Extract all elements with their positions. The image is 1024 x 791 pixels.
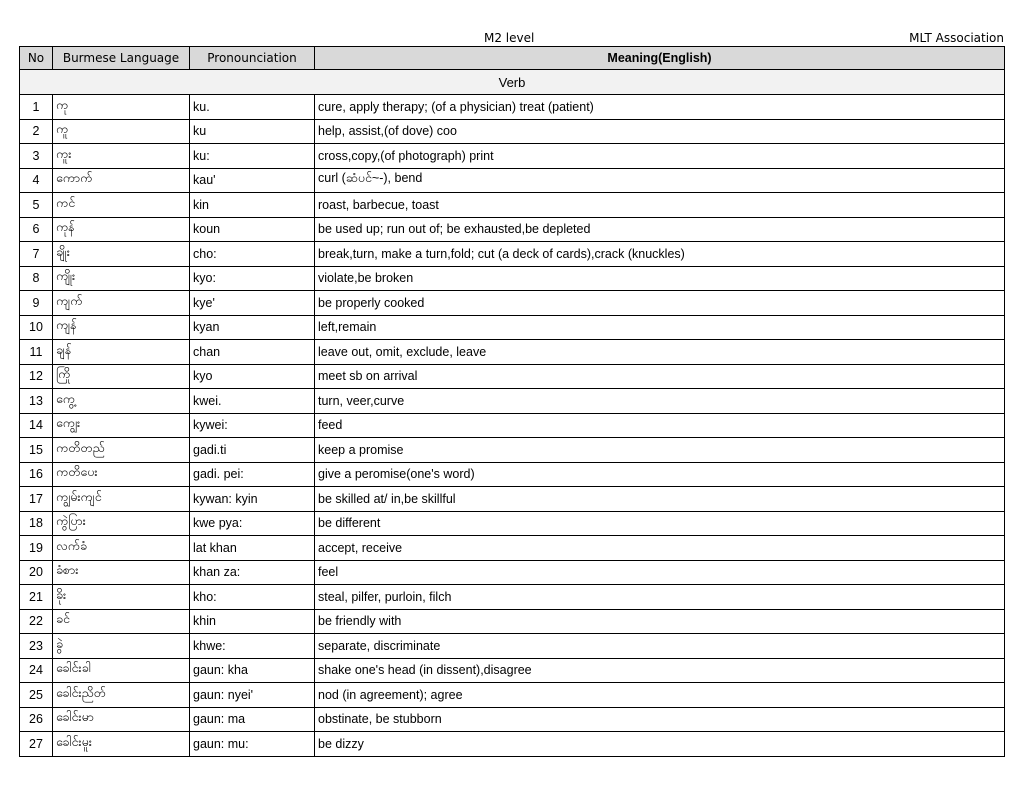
burmese-word: ကင် bbox=[53, 193, 190, 218]
pronunciation: khin bbox=[190, 609, 315, 634]
pronunciation: gadi.ti bbox=[190, 438, 315, 463]
row-number: 11 bbox=[20, 340, 53, 365]
row-number: 25 bbox=[20, 683, 53, 708]
meaning: feed bbox=[315, 413, 1005, 438]
burmese-word: ကူး bbox=[53, 144, 190, 169]
table-row bbox=[20, 707, 1005, 732]
burmese-word: ကု bbox=[53, 95, 190, 120]
burmese-word: ကတိပေး bbox=[53, 462, 190, 487]
burmese-word: ခိုး bbox=[53, 585, 190, 610]
pronunciation: kyan bbox=[190, 315, 315, 340]
pronunciation: cho: bbox=[190, 242, 315, 267]
burmese-word: ခေါင်းမူး bbox=[53, 732, 190, 757]
meaning: keep a promise bbox=[315, 438, 1005, 463]
row-number: 22 bbox=[20, 609, 53, 634]
burmese-word: ခေါင်းညိတ် bbox=[53, 683, 190, 708]
burmese-word: ခေါင်းခါ bbox=[53, 658, 190, 683]
meaning: left,remain bbox=[315, 315, 1005, 340]
meaning: be skilled at/ in,be skillful bbox=[315, 487, 1005, 512]
row-number: 23 bbox=[20, 634, 53, 659]
row-number: 16 bbox=[20, 462, 53, 487]
meaning: nod (in agreement); agree bbox=[315, 683, 1005, 708]
pronunciation: lat khan bbox=[190, 536, 315, 561]
table-row bbox=[20, 144, 1005, 169]
burmese-word: ခင် bbox=[53, 609, 190, 634]
table-row bbox=[20, 683, 1005, 708]
row-number: 1 bbox=[20, 95, 53, 120]
table-row bbox=[20, 242, 1005, 267]
table-row bbox=[20, 315, 1005, 340]
table-row bbox=[20, 95, 1005, 120]
meaning: shake one's head (in dissent),disagree bbox=[315, 658, 1005, 683]
meaning: meet sb on arrival bbox=[315, 364, 1005, 389]
row-number: 17 bbox=[20, 487, 53, 512]
pronunciation: kau' bbox=[190, 168, 315, 193]
table-row bbox=[20, 168, 1005, 193]
burmese-word: လက်ခံ bbox=[53, 536, 190, 561]
burmese-word: ခွဲ bbox=[53, 634, 190, 659]
burmese-word: ကျိုး bbox=[53, 266, 190, 291]
table-row bbox=[20, 487, 1005, 512]
burmese-word: ခံစား bbox=[53, 560, 190, 585]
pronunciation: kyo bbox=[190, 364, 315, 389]
table-row bbox=[20, 193, 1005, 218]
meaning: help, assist,(of dove) coo bbox=[315, 119, 1005, 144]
burmese-word: ကျွေး bbox=[53, 413, 190, 438]
row-number: 24 bbox=[20, 658, 53, 683]
row-number: 18 bbox=[20, 511, 53, 536]
pronunciation: ku bbox=[190, 119, 315, 144]
row-number: 8 bbox=[20, 266, 53, 291]
table-row bbox=[20, 511, 1005, 536]
burmese-word: ကျက် bbox=[53, 291, 190, 316]
meaning: feel bbox=[315, 560, 1005, 585]
burmese-word: ခေါင်းမာ bbox=[53, 707, 190, 732]
pronunciation: gaun: mu: bbox=[190, 732, 315, 757]
pronunciation: chan bbox=[190, 340, 315, 365]
pronunciation: ku: bbox=[190, 144, 315, 169]
row-number: 15 bbox=[20, 438, 53, 463]
table-header-row bbox=[20, 47, 1005, 70]
row-number: 19 bbox=[20, 536, 53, 561]
table-row bbox=[20, 389, 1005, 414]
row-number: 13 bbox=[20, 389, 53, 414]
table-row bbox=[20, 438, 1005, 463]
meaning: be different bbox=[315, 511, 1005, 536]
row-number: 5 bbox=[20, 193, 53, 218]
meaning: obstinate, be stubborn bbox=[315, 707, 1005, 732]
row-number: 12 bbox=[20, 364, 53, 389]
burmese-word: ကွဲပြား bbox=[53, 511, 190, 536]
pronunciation: koun bbox=[190, 217, 315, 242]
meaning: cure, apply therapy; (of a physician) treat (patient) bbox=[315, 95, 1005, 120]
table-row bbox=[20, 585, 1005, 610]
row-number: 27 bbox=[20, 732, 53, 757]
meaning: break,turn, make a turn,fold; cut (a deck of cards),crack (knuckles) bbox=[315, 242, 1005, 267]
column-header-meaning: Meaning(English) bbox=[315, 47, 1005, 70]
pronunciation: kho: bbox=[190, 585, 315, 610]
meaning: roast, barbecue, toast bbox=[315, 193, 1005, 218]
row-number: 6 bbox=[20, 217, 53, 242]
meaning: cross,copy,(of photograph) print bbox=[315, 144, 1005, 169]
meaning: leave out, omit, exclude, leave bbox=[315, 340, 1005, 365]
column-header-burmese: Burmese Language bbox=[53, 47, 190, 70]
burmese-word: ချိုး bbox=[53, 242, 190, 267]
row-number: 3 bbox=[20, 144, 53, 169]
association-label: MLT Association bbox=[909, 31, 1004, 45]
row-number: 4 bbox=[20, 168, 53, 193]
burmese-word: ကျန် bbox=[53, 315, 190, 340]
meaning: violate,be broken bbox=[315, 266, 1005, 291]
pronunciation: gaun: nyei' bbox=[190, 683, 315, 708]
table-row bbox=[20, 560, 1005, 585]
table-row bbox=[20, 364, 1005, 389]
burmese-word: ကုန် bbox=[53, 217, 190, 242]
row-number: 20 bbox=[20, 560, 53, 585]
row-number: 10 bbox=[20, 315, 53, 340]
table-row bbox=[20, 634, 1005, 659]
row-number: 26 bbox=[20, 707, 53, 732]
meaning: be dizzy bbox=[315, 732, 1005, 757]
pronunciation: kin bbox=[190, 193, 315, 218]
row-number: 9 bbox=[20, 291, 53, 316]
meaning: be friendly with bbox=[315, 609, 1005, 634]
pronunciation: kwei. bbox=[190, 389, 315, 414]
table-row bbox=[20, 217, 1005, 242]
table-row bbox=[20, 658, 1005, 683]
burmese-word: ကောက် bbox=[53, 168, 190, 193]
section-label: Verb bbox=[20, 70, 1005, 95]
vocabulary-table bbox=[19, 46, 1005, 757]
column-header-pronunciation: Pronounciation bbox=[190, 47, 315, 70]
pronunciation: ku. bbox=[190, 95, 315, 120]
table-row bbox=[20, 291, 1005, 316]
pronunciation: gaun: ma bbox=[190, 707, 315, 732]
meaning: accept, receive bbox=[315, 536, 1005, 561]
burmese-word: ကူ bbox=[53, 119, 190, 144]
section-row bbox=[20, 70, 1005, 95]
meaning: give a peromise(one's word) bbox=[315, 462, 1005, 487]
meaning: turn, veer,curve bbox=[315, 389, 1005, 414]
meaning: be properly cooked bbox=[315, 291, 1005, 316]
meaning: separate, discriminate bbox=[315, 634, 1005, 659]
pronunciation: khan za: bbox=[190, 560, 315, 585]
row-number: 14 bbox=[20, 413, 53, 438]
row-number: 21 bbox=[20, 585, 53, 610]
table-row bbox=[20, 119, 1005, 144]
table-row bbox=[20, 413, 1005, 438]
pronunciation: gadi. pei: bbox=[190, 462, 315, 487]
meaning: curl (ဆံပင်~-), bend bbox=[315, 168, 1005, 193]
burmese-word: ချန် bbox=[53, 340, 190, 365]
burmese-word: ကြို bbox=[53, 364, 190, 389]
pronunciation: kwe pya: bbox=[190, 511, 315, 536]
burmese-word: ကျွမ်းကျင် bbox=[53, 487, 190, 512]
burmese-word: ကတိတည် bbox=[53, 438, 190, 463]
pronunciation: kyo: bbox=[190, 266, 315, 291]
table-row bbox=[20, 266, 1005, 291]
pronunciation: kywan: kyin bbox=[190, 487, 315, 512]
pronunciation: gaun: kha bbox=[190, 658, 315, 683]
row-number: 7 bbox=[20, 242, 53, 267]
meaning: be used up; run out of; be exhausted,be depleted bbox=[315, 217, 1005, 242]
burmese-word: ကွေ့ bbox=[53, 389, 190, 414]
table-row bbox=[20, 340, 1005, 365]
meaning: steal, pilfer, purloin, filch bbox=[315, 585, 1005, 610]
table-row bbox=[20, 732, 1005, 757]
column-header-no: No bbox=[20, 47, 53, 70]
table-row bbox=[20, 462, 1005, 487]
table-row bbox=[20, 536, 1005, 561]
table-row bbox=[20, 609, 1005, 634]
pronunciation: kye' bbox=[190, 291, 315, 316]
row-number: 2 bbox=[20, 119, 53, 144]
pronunciation: kywei: bbox=[190, 413, 315, 438]
level-label: M2 level bbox=[484, 31, 535, 45]
pronunciation: khwe: bbox=[190, 634, 315, 659]
